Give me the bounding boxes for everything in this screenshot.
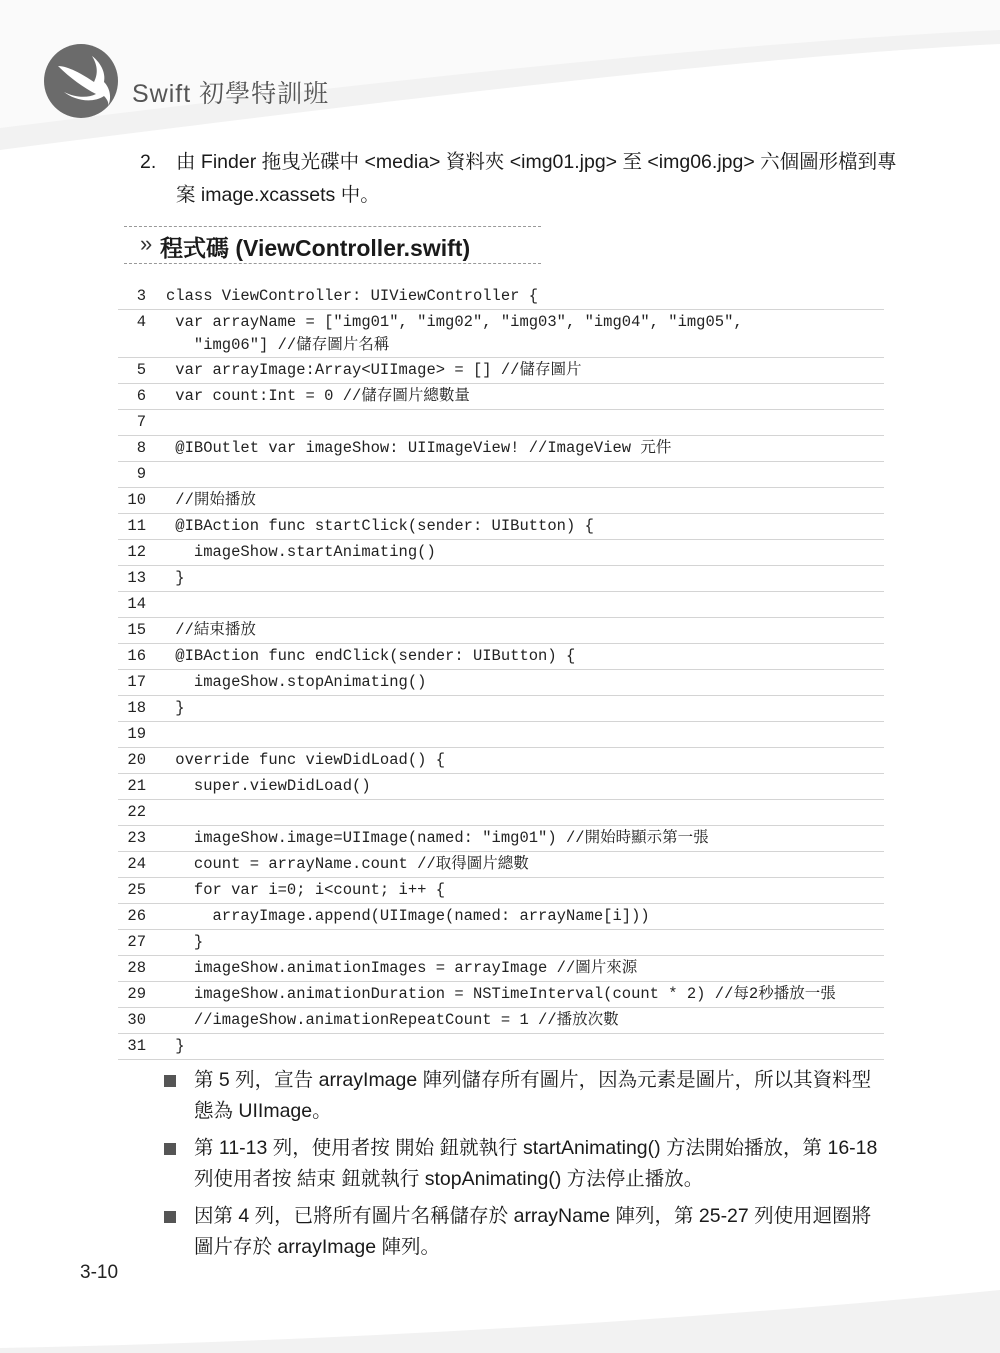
code-line: imageShow.animationDuration = NSTimeInterval(count * 2) //每2秒播放一張 [166, 985, 836, 1003]
list-item [162, 1065, 884, 1127]
line-number: 10 [127, 491, 146, 509]
code-row [118, 904, 884, 930]
footer-swoosh [0, 1290, 1000, 1353]
square-bullet-icon [164, 1075, 176, 1087]
code-line: } [166, 699, 185, 717]
code-line: arrayImage.append(UIImage(named: arrayName[i])) [166, 907, 650, 925]
code-listing [118, 284, 884, 1060]
code-row [118, 592, 884, 618]
square-bullet-icon [164, 1143, 176, 1155]
code-line: count = arrayName.count //取得圖片總數 [166, 855, 529, 873]
header-title: Swift 初學特訓班 [132, 80, 330, 108]
code-row [118, 514, 884, 540]
line-number: 12 [127, 543, 146, 561]
code-row [118, 852, 884, 878]
code-line [146, 410, 884, 435]
code-row [118, 540, 884, 566]
code-line: for var i=0; i<count; i++ { [166, 881, 446, 899]
line-number: 7 [136, 413, 146, 431]
code-row [118, 722, 884, 748]
code-row [118, 930, 884, 956]
code-line [146, 722, 884, 747]
line-number: 8 [136, 439, 146, 457]
line-number: 9 [136, 465, 146, 483]
code-row [118, 982, 884, 1008]
code-line: } [166, 1037, 185, 1055]
code-line [146, 592, 884, 617]
code-row [118, 284, 884, 310]
code-line: imageShow.stopAnimating() [166, 673, 427, 691]
code-line: @IBOutlet var imageShow: UIImageView! //ImageView 元件 [166, 439, 672, 457]
code-line: } [166, 569, 185, 587]
line-number: 26 [127, 907, 146, 925]
code-line: //結束播放 [166, 621, 256, 639]
line-number: 30 [127, 1011, 146, 1029]
line-number: 17 [127, 673, 146, 691]
code-line: imageShow.image=UIImage(named: "img01") //開始時顯示第一張 [166, 829, 709, 847]
code-line: //imageShow.animationRepeatCount = 1 //播放次數 [166, 1011, 619, 1029]
code-row [118, 566, 884, 592]
line-number: 14 [127, 595, 146, 613]
line-number: 15 [127, 621, 146, 639]
code-line: //開始播放 [166, 491, 256, 509]
code-line: imageShow.startAnimating() [166, 543, 436, 561]
line-number: 24 [127, 855, 146, 873]
code-row [118, 670, 884, 696]
code-line: @IBAction func startClick(sender: UIButton) { [166, 517, 594, 535]
code-row [118, 310, 884, 358]
line-number: 19 [127, 725, 146, 743]
section-heading [124, 226, 541, 264]
square-bullet-icon [164, 1211, 176, 1223]
code-line: override func viewDidLoad() { [166, 751, 446, 769]
code-line [146, 462, 884, 487]
code-line: class ViewController: UIViewController { [166, 287, 539, 305]
code-line: super.viewDidLoad() [166, 777, 371, 795]
line-number: 23 [127, 829, 146, 847]
code-row [118, 410, 884, 436]
line-number: 29 [127, 985, 146, 1003]
line-number: 31 [127, 1037, 146, 1055]
step-instruction [140, 146, 900, 212]
list-item [162, 1201, 884, 1263]
section-title: 程式碼 (ViewController.swift) [160, 235, 471, 261]
code-line [146, 800, 884, 825]
code-row [118, 1008, 884, 1034]
page-number: 3-10 [80, 1262, 119, 1283]
code-row [118, 358, 884, 384]
line-number: 21 [127, 777, 146, 795]
line-number: 27 [127, 933, 146, 951]
code-row [118, 826, 884, 852]
step-text: 由 Finder 拖曳光碟中 <media> 資料夾 <img01.jpg> 至 <img06.jpg> 六個圖形檔到專案 image.xcassets 中。 [176, 151, 897, 206]
code-line: var arrayName = ["img01", "img02", "img03", "img04", "img05", "img06"] //儲存圖片名稱 [175, 313, 743, 354]
line-number: 3 [136, 287, 146, 305]
code-row [118, 696, 884, 722]
step-number: 2. [140, 151, 157, 173]
swift-logo-icon [44, 44, 118, 118]
code-row [118, 774, 884, 800]
code-row [118, 878, 884, 904]
line-number: 28 [127, 959, 146, 977]
code-row [118, 384, 884, 410]
line-number: 6 [136, 387, 146, 405]
bullet-list [162, 1065, 884, 1269]
line-number: 13 [127, 569, 146, 587]
bullet-text: 第 5 列，宣告 arrayImage 陣列儲存所有圖片，因為元素是圖片，所以其資料型態為 UIImage。 [194, 1069, 872, 1122]
line-number: 4 [136, 313, 146, 331]
code-row [118, 488, 884, 514]
code-row [118, 748, 884, 774]
code-line: var arrayImage:Array<UIImage> = [] //儲存圖片 [166, 361, 582, 379]
line-number: 22 [127, 803, 146, 821]
code-row [118, 956, 884, 982]
list-item [162, 1133, 884, 1195]
bullet-text: 因第 4 列，已將所有圖片名稱儲存於 arrayName 陣列，第 25-27 列使用迴圈將圖片存於 arrayImage 陣列。 [194, 1205, 872, 1258]
section-marker: » [140, 231, 153, 256]
code-row [118, 644, 884, 670]
bullet-text: 第 11-13 列，使用者按 開始 鈕就執行 startAnimating() 方法開始播放，第 16-18 列使用者按 結束 鈕就執行 stopAnimating() 方法停止播放。 [194, 1137, 878, 1190]
code-row [118, 800, 884, 826]
code-row [118, 436, 884, 462]
code-row [118, 1034, 884, 1060]
line-number: 20 [127, 751, 146, 769]
line-number: 5 [136, 361, 146, 379]
code-line: } [166, 933, 204, 951]
code-row [118, 462, 884, 488]
line-number: 25 [127, 881, 146, 899]
line-number: 11 [127, 517, 146, 535]
code-line: var count:Int = 0 //儲存圖片總數量 [166, 387, 470, 405]
line-number: 16 [127, 647, 146, 665]
line-number: 18 [127, 699, 146, 717]
code-line: @IBAction func endClick(sender: UIButton) { [166, 647, 576, 665]
code-row [118, 618, 884, 644]
code-line: imageShow.animationImages = arrayImage //圖片來源 [166, 959, 638, 977]
